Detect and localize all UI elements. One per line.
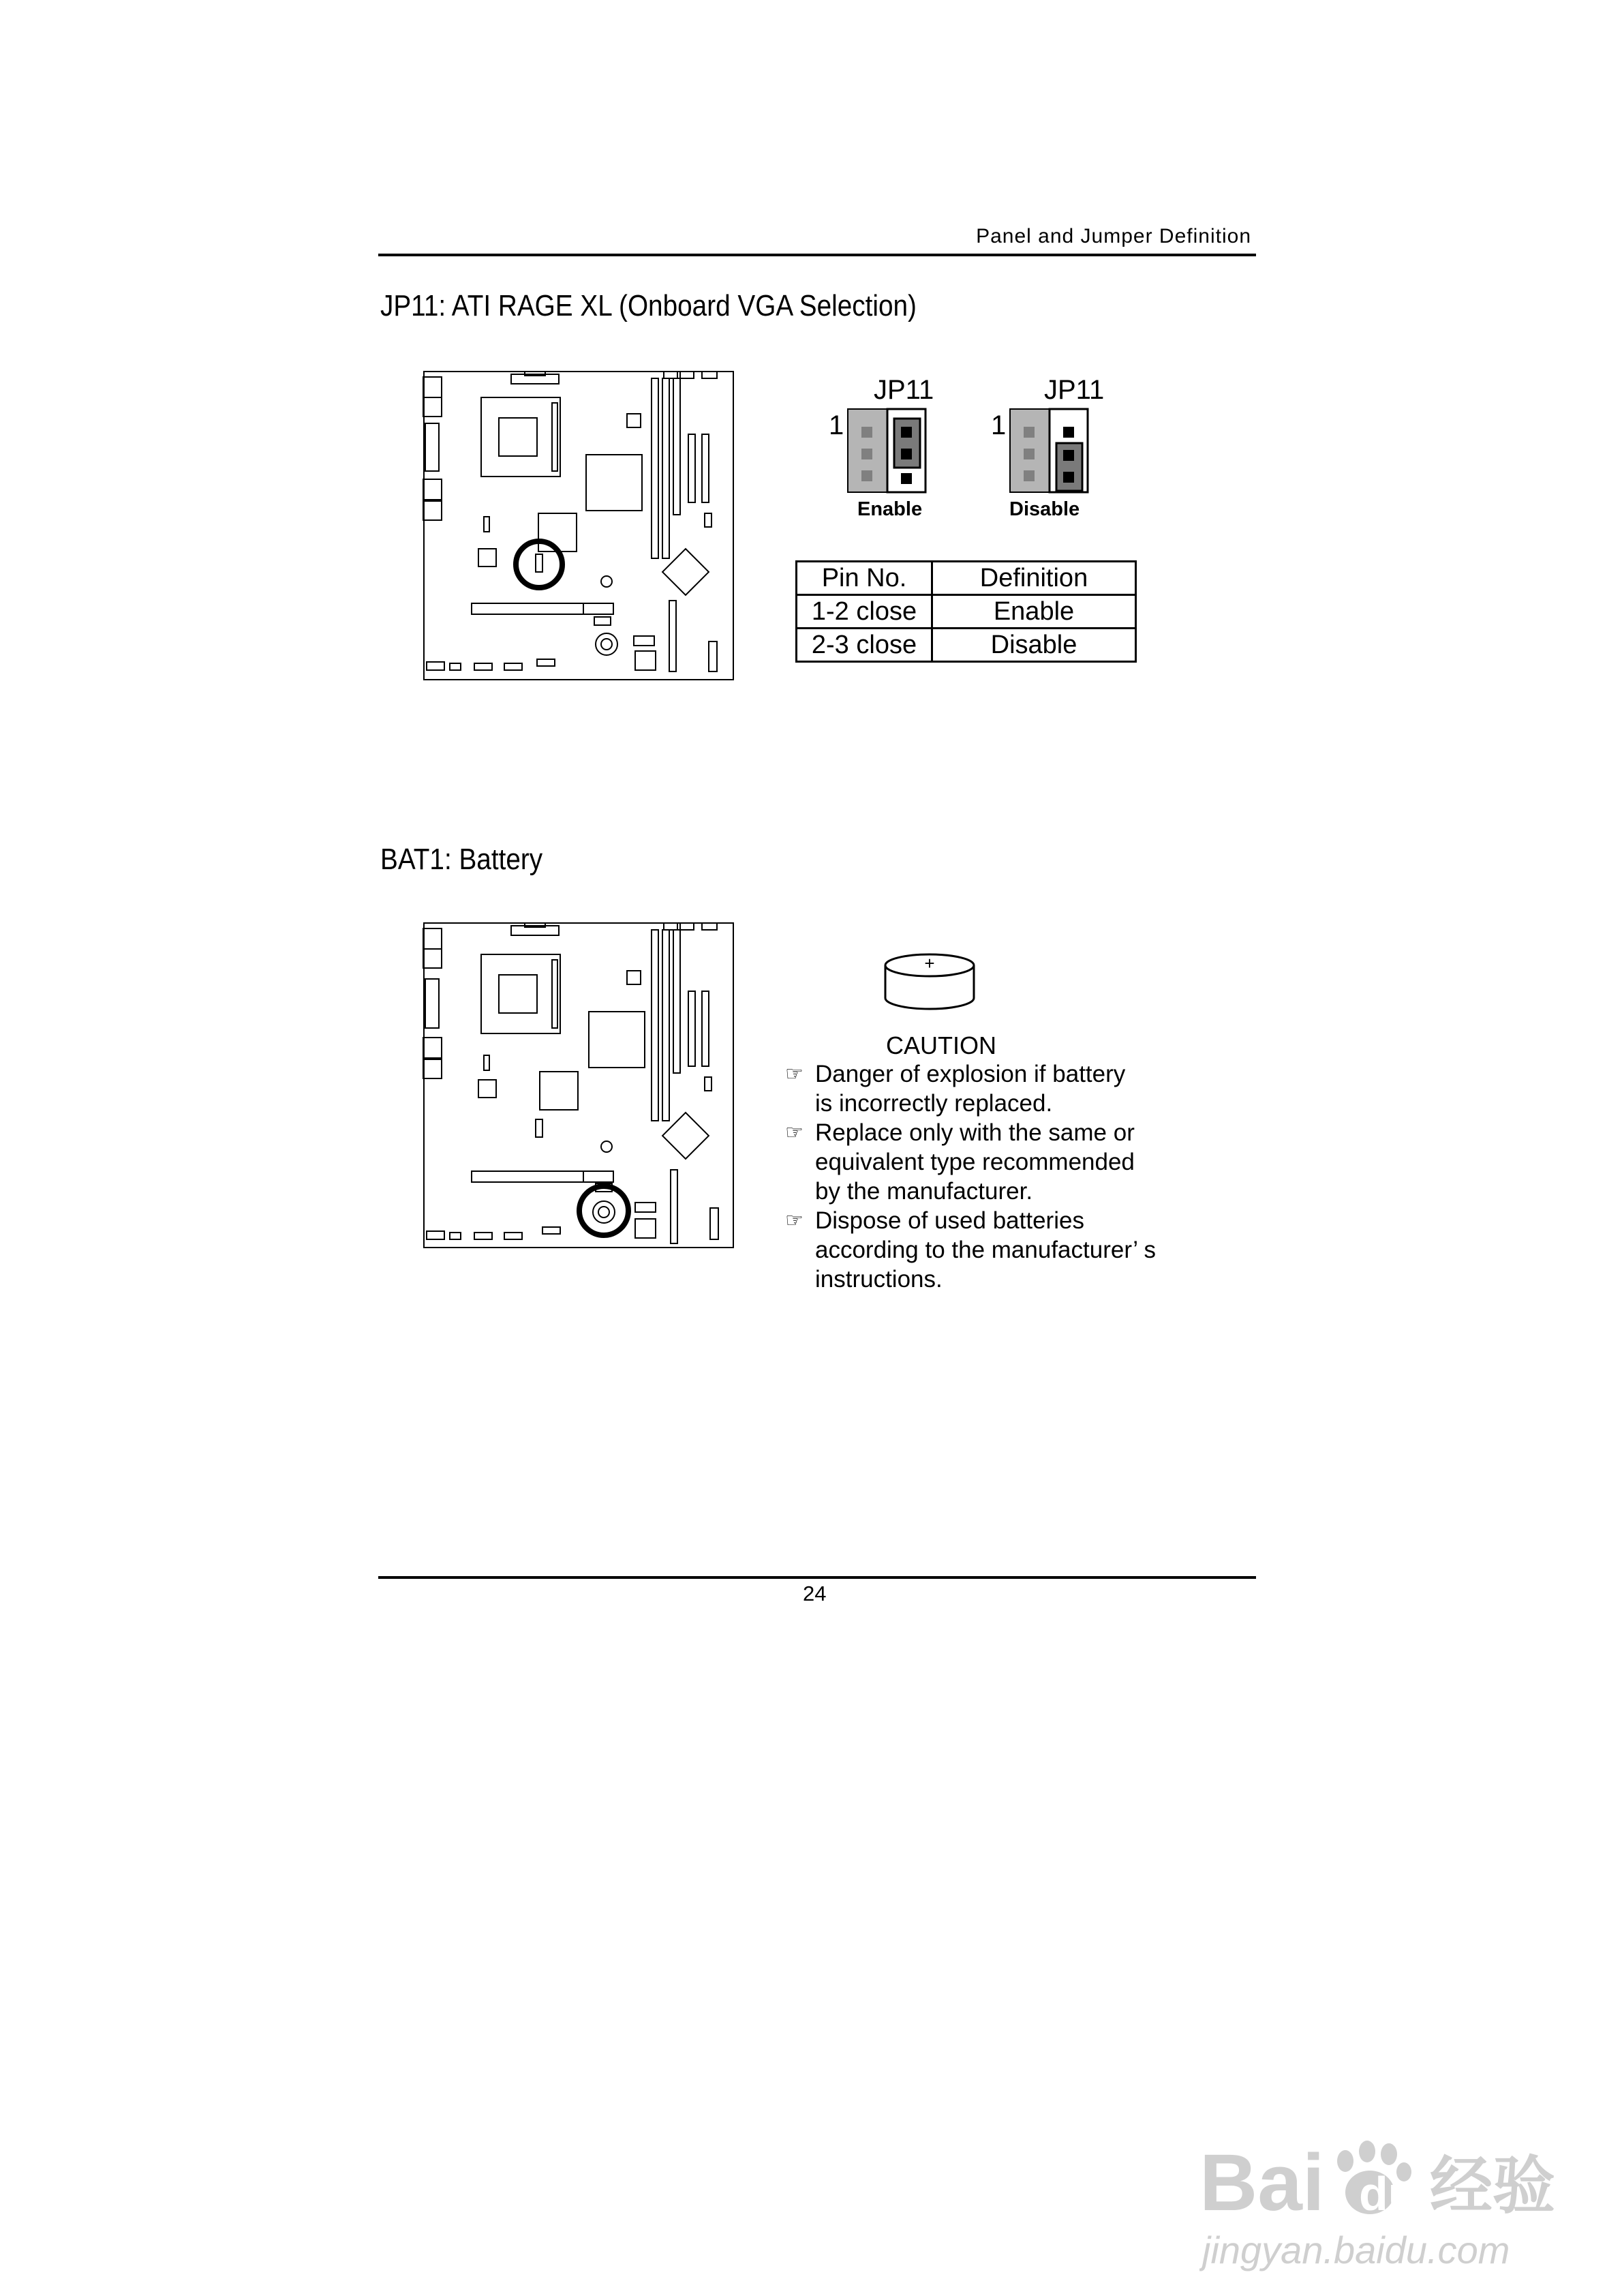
warning-line: is incorrectly replaced. <box>815 1090 1053 1117</box>
warning-line: instructions. <box>815 1266 943 1293</box>
jp11-disable-jumper-graphic <box>1009 408 1089 500</box>
caution-warnings-list <box>785 1059 1156 1294</box>
table-header-definition: Definition <box>932 562 1136 595</box>
warning-line: Replace only with the same or <box>815 1119 1135 1146</box>
running-header: Panel and Jumper Definition <box>976 225 1251 247</box>
footer-rule <box>378 1576 1256 1579</box>
jp11-pin-table <box>795 560 1137 663</box>
jp11-disable-label: JP11 <box>1044 375 1105 405</box>
table-header-row <box>797 562 1136 595</box>
list-item <box>785 1059 1156 1118</box>
jp11-motherboard-diagram <box>423 370 736 682</box>
pointing-hand-icon: ☞ <box>785 1121 804 1144</box>
battery-plus-sign: + <box>924 953 935 973</box>
list-item <box>785 1118 1156 1206</box>
table-row <box>797 595 1136 629</box>
table-header-pin-no: Pin No. <box>797 562 932 595</box>
jp11-enable-jumper-graphic <box>846 408 927 500</box>
warning-line: equivalent type recommended <box>815 1149 1135 1175</box>
jp11-disable-pin1-marker: 1 <box>991 410 1007 440</box>
bat1-motherboard-diagram <box>423 922 736 1249</box>
svg-text:jingyan.baidu.com: jingyan.baidu.com <box>1202 2229 1510 2271</box>
table-row <box>797 629 1136 662</box>
header-rule <box>378 254 1256 256</box>
table-cell-definition: Enable <box>932 595 1136 629</box>
warning-line: Danger of explosion if battery <box>815 1061 1126 1087</box>
bat1-section-title: BAT1: Battery <box>380 843 543 876</box>
baidu-jingyan-watermark <box>1199 2134 1581 2280</box>
pointing-hand-icon: ☞ <box>785 1209 804 1232</box>
warning-line: by the manufacturer. <box>815 1178 1033 1205</box>
svg-text:du: du <box>1359 2167 1418 2220</box>
page-number: 24 <box>803 1582 827 1605</box>
jp11-enable-caption: Enable <box>857 498 923 520</box>
table-cell-definition: Disable <box>932 629 1136 662</box>
caution-title: CAUTION <box>886 1031 996 1059</box>
svg-text:经验: 经验 <box>1430 2149 1556 2222</box>
warning-line: Dispose of used batteries <box>815 1207 1084 1234</box>
warning-line: according to the manufacturer’ s <box>815 1237 1156 1263</box>
jp11-enable-pin1-marker: 1 <box>829 410 844 440</box>
svg-text:Bai: Bai <box>1199 2138 1325 2228</box>
jp11-disable-caption: Disable <box>1009 498 1080 520</box>
list-item <box>785 1206 1156 1294</box>
table-cell-pin: 1-2 close <box>797 595 932 629</box>
jp11-enable-label: JP11 <box>874 375 934 405</box>
jp11-section-title: JP11: ATI RAGE XL (Onboard VGA Selection) <box>380 289 917 322</box>
pointing-hand-icon: ☞ <box>785 1063 804 1085</box>
battery-icon <box>883 953 977 1015</box>
table-cell-pin: 2-3 close <box>797 629 932 662</box>
